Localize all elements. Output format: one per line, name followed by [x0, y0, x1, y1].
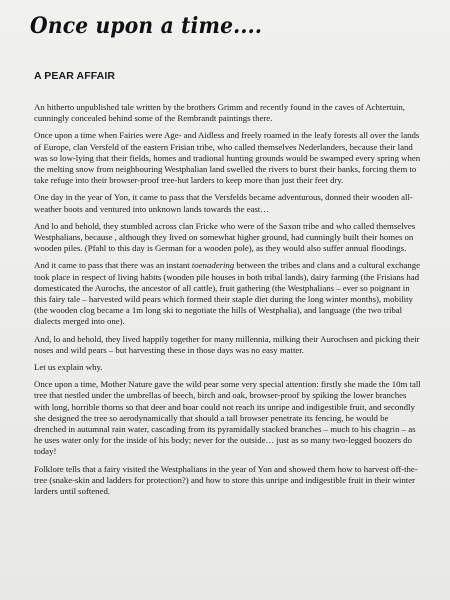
- section-title: A PEAR AFFAIR: [34, 70, 116, 82]
- paragraph-versfeld-clan: Once upon a time when Fairies were Age- and Aidless and freely roamed in the leafy forests all over the lands of Europe, clan Versfeld of the eastern Frisian tribe, who called themselves Nederlanders, because their land was so low-lying that their fields, homes and tradional hunting grounds would be swamped every spring when the melting snow from neighbouring Westphalian land swelled the rivers to burst their banks, forcing them to take refuge into their browser-proof tree-hut larders to keep more than just their feet dry.: [34, 130, 421, 186]
- paragraph-explain: Let us explain why.: [34, 362, 103, 373]
- paragraph-folklore: Folklore tells that a fairy visited the Westphalians in the year of Yon and showed them how to harvest off-the-tree (snake-skin and ladders for protection?) and how to store this unripe and indigestible fruit in their winter larders until softened.: [34, 463, 418, 497]
- paragraph-text: between the tribes and clans and a cultural exchange took place in respect of living habits (wooden pile houses in both tribal lands), dairy farming (the Frisians had domesticated the Aurochs, the ancestor of all cattle), fruit gathering (the Westphalians – ever so poignant in this fairy tale – harvested wild pears which formed their staple diet during the long winter months), mobility (the wooden clog became a 1m long ski to negotiate the hills of Westphalia), and language (the two tribal dialects merged into one).: [34, 260, 420, 327]
- emphasized-word: toenadering: [191, 260, 235, 271]
- paragraph-year-of-yon: One day in the year of Yon, it came to pass that the Versfelds became adventurous, donned their wooden all-weather boots and ventured into unknown lands towards the east…: [34, 192, 413, 214]
- page-heading: Once upon a time....: [30, 13, 263, 39]
- paragraph-cultural-exchange: [34, 260, 422, 327]
- paragraph-lived-happily: And, lo and behold, they lived happily together for many millennia, milking their Aurochsen and picking their noses and wild pears – but harvesting these in those days was no easy matter.: [34, 333, 420, 355]
- paragraph-fricke-clan: And lo and behold, they stumbled across clan Fricke who were of the Saxon tribe and who called themselves Westphalians, because , although they lived on somewhat higher ground, had cunningly built their homes on wooden piles. (Pfahl to this day is German for a wooden pole), as they would also suffer annual floodings.: [34, 220, 416, 254]
- paragraph-text: And it came to pass that there was an instant: [34, 260, 192, 271]
- paragraph-mother-nature: Once upon a time, Mother Nature gave the wild pear some very special attention: firstly she made the 10m tall tree that nestled under the umbrellas of beech, birch and oak, browser-proof by spiking the lower branches with long, horrible thorns so that deer and boar could not reach its unripe and indigestible fruit, and secondly she designed the tree so aerodynamically that should a tall browser penetrate its fencing, he would be drenched in autumnal rain water, cascading from its pyramidally stacked branches – much to his chagrin – as he uses water only for the inside of his body; never for the outside… just as so many two-legged boozers do today!: [34, 379, 421, 457]
- paragraph-intro: An hitherto unpublished tale written by the brothers Grimm and recently found in the caves of Achtertuin, cunningly concealed behind some of the Rembrandt paintings there.: [34, 102, 405, 124]
